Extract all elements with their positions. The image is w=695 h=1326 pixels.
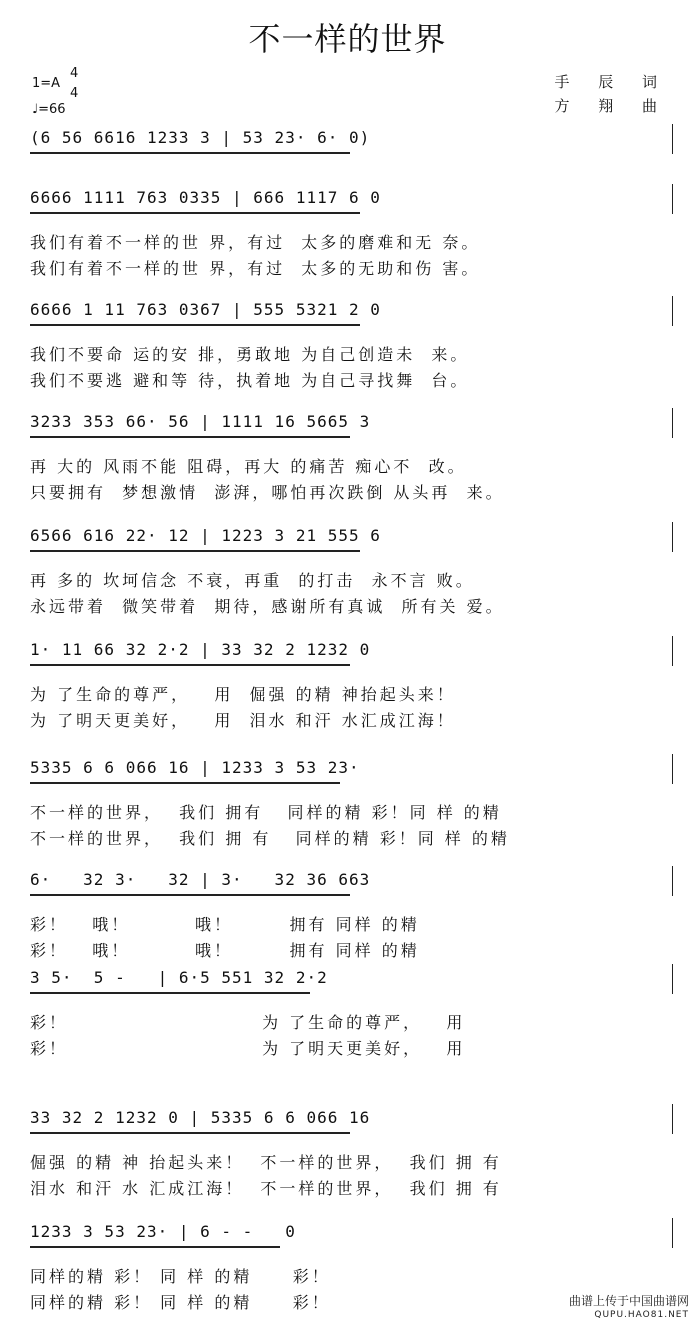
- beam-underline: [30, 782, 340, 784]
- lyrics-verse-1: 同样的精 彩！ 同 样 的精 彩！: [30, 1267, 331, 1286]
- lyrics-verse-2: 只要拥有 梦想激情 澎湃，哪怕再次跌倒 从头再 来。: [30, 483, 505, 502]
- lyrics-verse-1: 不一样的世界， 我们 拥有 同样的精 彩！同 样 的精: [30, 803, 502, 822]
- time-signature-top: 4: [70, 66, 79, 81]
- beam-underline: [30, 550, 360, 552]
- notation-line: (6 56 6616 1233 3 | 53 23· 6· 0): [30, 128, 371, 147]
- beam-underline: [30, 212, 360, 214]
- composer: 方 翔 曲: [554, 97, 669, 115]
- lyrics-verse-1: 我们不要命 运的安 排，勇敢地 为自己创造未 来。: [30, 345, 470, 364]
- watermark-line1: 曲谱上传于中国曲谱网: [568, 1294, 689, 1308]
- beam-underline: [30, 1246, 280, 1248]
- lyrics-verse-2: 同样的精 彩！ 同 样 的精 彩！: [30, 1293, 331, 1312]
- beam-underline: [30, 992, 310, 994]
- time-signature-bottom: 4: [70, 86, 79, 101]
- lyrics-verse-1: 倔强 的精 神 抬起头来！ 不一样的世界， 我们 拥 有: [30, 1153, 502, 1172]
- credits: [554, 70, 669, 118]
- watermark-line2: QUPU.HAO81.NET: [594, 1310, 689, 1320]
- bar-line: [672, 636, 673, 666]
- beam-underline: [30, 324, 360, 326]
- bar-line: [672, 754, 673, 784]
- beam-underline: [30, 894, 350, 896]
- notation-line: 3233 353 66· 56 | 1111 16 5665 3: [30, 412, 371, 431]
- lyrics-verse-1: 我们有着不一样的世 界，有过 太多的磨难和无 奈。: [30, 233, 481, 252]
- notation-line: 6566 616 22· 12 | 1223 3 21 555 6: [30, 526, 381, 545]
- beam-underline: [30, 436, 350, 438]
- page-title: 不一样的世界: [248, 20, 447, 58]
- lyrics-verse-2: 彩！ 为 了明天更美好， 用: [30, 1039, 466, 1058]
- lyrics-verse-2: 我们不要逃 避和等 待，执着地 为自己寻找舞 台。: [30, 371, 470, 390]
- lyricist: 手 辰 词: [554, 73, 669, 91]
- lyrics-verse-2: 不一样的世界， 我们 拥 有 同样的精 彩！同 样 的精: [30, 829, 510, 848]
- notation-line: 33 32 2 1232 0 | 5335 6 6 066 16: [30, 1108, 371, 1127]
- bar-line: [672, 522, 673, 552]
- bar-line: [672, 1218, 673, 1248]
- bar-line: [672, 1104, 673, 1134]
- bar-line: [672, 124, 673, 154]
- tempo-marking: ♩=66: [32, 102, 66, 117]
- lyrics-verse-2: 永远带着 微笑带着 期待，感谢所有真诚 所有关 爱。: [30, 597, 505, 616]
- watermark: [569, 1294, 689, 1322]
- bar-line: [672, 964, 673, 994]
- lyrics-verse-2: 我们有着不一样的世 界，有过 太多的无助和伤 害。: [30, 259, 481, 278]
- bar-line: [672, 866, 673, 896]
- notation-line: 5335 6 6 066 16 | 1233 3 53 23·: [30, 758, 360, 777]
- beam-underline: [30, 152, 350, 154]
- notation-line: 6666 1 11 763 0367 | 555 5321 2 0: [30, 300, 381, 319]
- beam-underline: [30, 1132, 350, 1134]
- lyrics-verse-1: 彩！ 为 了生命的尊严， 用: [30, 1013, 466, 1032]
- bar-line: [672, 184, 673, 214]
- lyrics-verse-1: 为 了生命的尊严， 用 倔强 的精 神抬起头来！: [30, 685, 456, 704]
- lyrics-verse-2: 为 了明天更美好， 用 泪水 和汗 水汇成江海！: [30, 711, 456, 730]
- notation-line: 6· 32 3· 32 | 3· 32 36 663: [30, 870, 371, 889]
- bar-line: [672, 296, 673, 326]
- notation-line: 3 5· 5 - | 6·5 551 32 2·2: [30, 968, 328, 987]
- lyrics-verse-2: 泪水 和汗 水 汇成江海！ 不一样的世界， 我们 拥 有: [30, 1179, 502, 1198]
- notation-line: 6666 1111 763 0335 | 666 1117 6 0: [30, 188, 381, 207]
- lyrics-verse-1: 再 大的 风雨不能 阻碍，再大 的痛苦 痴心不 改。: [30, 457, 467, 476]
- beam-underline: [30, 664, 350, 666]
- notation-line: 1233 3 53 23· | 6 - - 0: [30, 1222, 296, 1241]
- bar-line: [672, 408, 673, 438]
- notation-line: 1· 11 66 32 2·2 | 33 32 2 1232 0: [30, 640, 371, 659]
- lyrics-verse-1: 彩！ 哦！ 哦！ 拥有 同样 的精: [30, 915, 420, 934]
- lyrics-verse-2: 彩！ 哦！ 哦！ 拥有 同样 的精: [30, 941, 420, 960]
- lyrics-verse-1: 再 多的 坎坷信念 不衰，再重 的打击 永不言 败。: [30, 571, 475, 590]
- key-signature: 1=A: [32, 76, 61, 91]
